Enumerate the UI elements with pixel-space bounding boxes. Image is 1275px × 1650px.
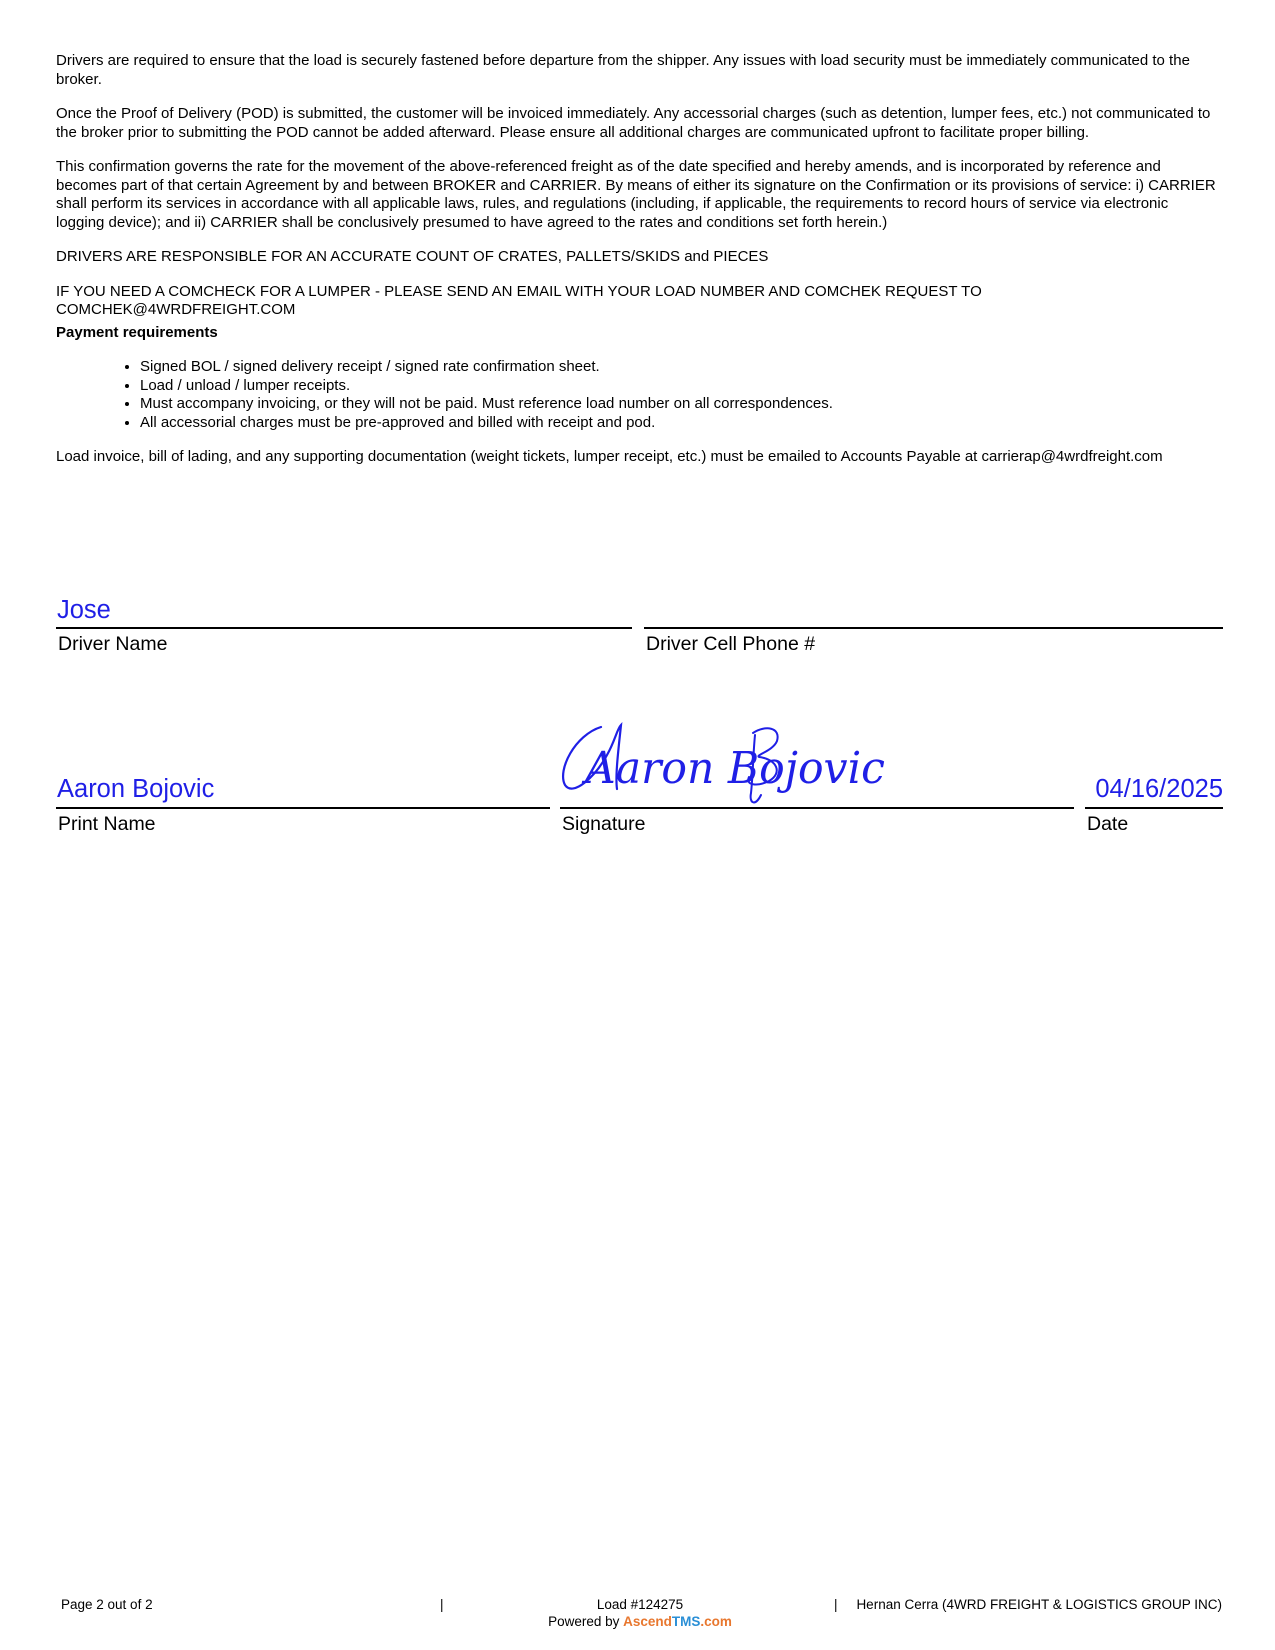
comcheck-paragraph: IF YOU NEED A COMCHECK FOR A LUMPER - PLEASE SEND AN EMAIL WITH YOUR LOAD NUMBER AND COMCHEK REQUEST TO COMCHEK@4WRDFREIGHT.COM	[56, 282, 982, 318]
brand-com: .com	[700, 1614, 732, 1629]
brand-ascend: Ascend	[623, 1614, 672, 1629]
driver-count-paragraph: DRIVERS ARE RESPONSIBLE FOR AN ACCURATE COUNT OF CRATES, PALLETS/SKIDS and PIECES	[56, 248, 769, 265]
footer-separator: |	[834, 1597, 838, 1612]
print-name-line	[56, 807, 550, 809]
list-item: • Signed BOL / signed delivery receipt / signed rate confirmation sheet.	[140, 358, 1216, 377]
accounts-payable-paragraph: Load invoice, bill of lading, and any supporting documentation (weight tickets, lumper receipt, etc.) must be emailed to Accounts Payable at carrierap@4wrdfreight.com	[56, 448, 1163, 465]
print-name-value: Aaron Bojovic	[57, 775, 215, 803]
payment-requirements-heading: Payment requirements	[56, 323, 218, 341]
load-number: Load #124275	[596, 1597, 684, 1612]
list-item: • All accessorial charges must be pre-approved and billed with receipt and pod.	[140, 414, 1216, 433]
list-item: • Load / unload / lumper receipts.	[140, 377, 1216, 396]
pod-invoicing-paragraph: Once the Proof of Delivery (POD) is submitted, the customer will be invoiced immediately. Any accessorial charges (such as detention, lumper fees, etc.) not communicated to the broker prior to submitting the POD cannot be added afterward. Please ensure all additional charges are communicated upfront to facilitate proper billing.	[56, 105, 1211, 141]
ascendtms-logo[interactable]	[623, 1614, 732, 1629]
footer-center	[520, 1596, 760, 1630]
load-security-paragraph: Drivers are required to ensure that the load is securely fastened before departure from the shipper. Any issues with load security must be immediately communicated to the broker.	[56, 52, 1190, 88]
payment-requirements-list	[56, 358, 1216, 432]
signature-text: Aaron Bojovic	[581, 743, 885, 794]
print-name-label: Print Name	[58, 813, 156, 835]
driver-name-label: Driver Name	[58, 633, 168, 655]
signature-image	[555, 715, 900, 810]
signature-label: Signature	[562, 813, 646, 835]
list-item: • Must accompany invoicing, or they will not be paid. Must reference load number on all correspondences.	[140, 395, 1216, 414]
driver-phone-line	[644, 627, 1223, 629]
driver-name-line	[56, 627, 632, 629]
terms-body	[56, 52, 1216, 483]
date-line	[1085, 807, 1223, 809]
page-number: Page 2 out of 2	[61, 1597, 153, 1612]
driver-phone-label: Driver Cell Phone #	[646, 633, 816, 655]
brand-tms: TMS	[671, 1614, 701, 1629]
driver-name-value: Jose	[57, 596, 111, 624]
date-value: 04/16/2025	[1095, 775, 1223, 803]
date-label: Date	[1087, 813, 1129, 835]
footer-separator: |	[440, 1597, 444, 1612]
powered-by	[520, 1613, 760, 1630]
signature-line	[560, 807, 1074, 809]
powered-by-label: Powered by	[548, 1614, 620, 1629]
company-name: Hernan Cerra (4WRD FREIGHT & LOGISTICS GROUP INC)	[856, 1597, 1222, 1612]
rate-confirmation-paragraph: This confirmation governs the rate for the movement of the above-referenced freight as of the date specified and hereby amends, and is incorporated by reference and becomes part of that certain Agreement by and between BROKER and CARRIER. By means of either its signature on the Confirmation or its provisions of service: i) CARRIER shall perform its services in accordance with all applicable laws, rules, and regulations (including, if applicable, the requirements to record hours of service via electronic logging device); and ii) CARRIER shall be conclusively presumed to have agreed to the rates and conditions set forth herein.)	[56, 158, 1216, 231]
